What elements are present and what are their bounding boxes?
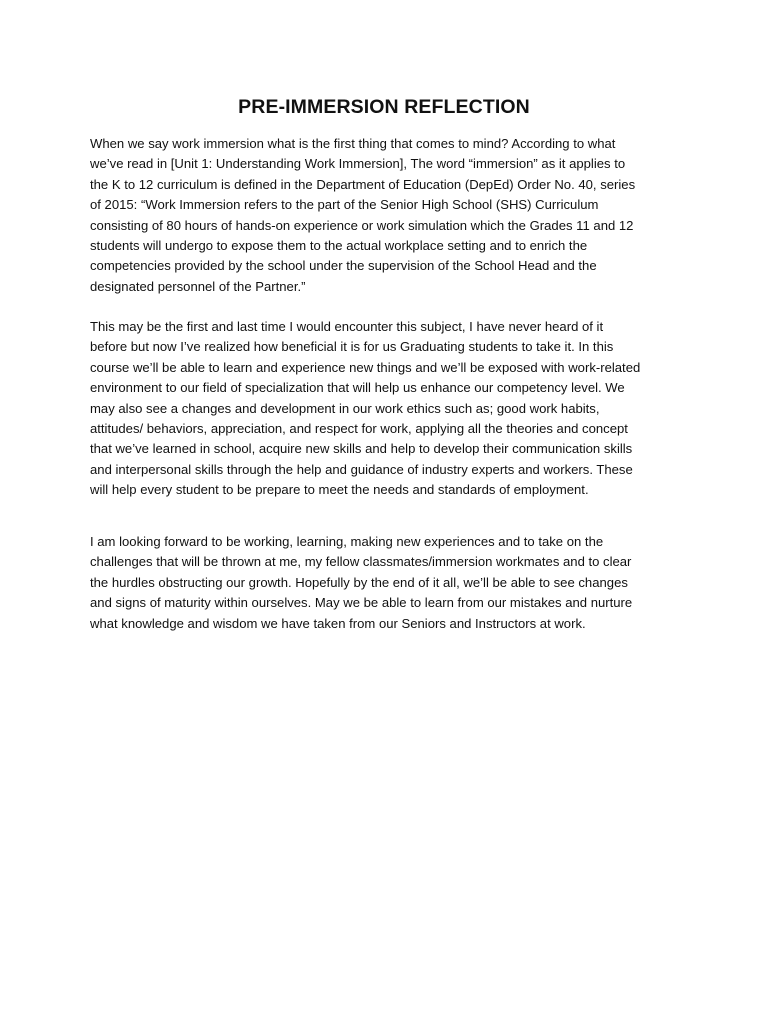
text-line: the hurdles obstructing our growth. Hopefully by the end of it all, we’ll be able to see changes bbox=[90, 574, 628, 590]
paragraph-intro bbox=[90, 134, 686, 297]
text-line: This may be the first and last time I would encounter this subject, I have never heard of it bbox=[90, 319, 604, 334]
text-line: environment to our field of specialization that will help us enhance our competency level. We bbox=[90, 380, 625, 396]
text-line: challenges that will be thrown at me, my fellow classmates/immersion workmates and to clear bbox=[90, 554, 632, 570]
text-line: will help every student to be prepare to meet the needs and standards of employment. bbox=[90, 482, 589, 498]
text-line: what knowledge and wisdom we have taken from our Seniors and Instructors at work. bbox=[90, 615, 586, 631]
text-line: students will undergo to expose them to the actual workplace setting and to enrich the bbox=[90, 238, 588, 254]
document-title: PRE-IMMERSION REFLECTION bbox=[238, 96, 530, 118]
text-line: designated personnel of the Partner.” bbox=[90, 278, 306, 294]
text-line: and interpersonal skills through the help and guidance of industry experts and workers. These bbox=[90, 461, 633, 477]
text-line: course we’ll be able to learn and experience new things and we’ll be exposed with work-related bbox=[90, 359, 641, 375]
text-line: consisting of 80 hours of hands-on experience or work simulation which the Grades 11 and 12 bbox=[90, 217, 634, 233]
text-line: that we’ve learned in school, acquire new skills and help to develop their communication skills bbox=[90, 441, 633, 457]
text-line: and signs of maturity within ourselves. May we be able to learn from our mistakes and nurture bbox=[90, 595, 633, 611]
text-line: we’ve read in [Unit 1: Understanding Work Immersion], The word “immersion” as it applies to bbox=[90, 156, 626, 172]
text-line: attitudes/ behaviors, appreciation, and respect for work, applying all the theories and concept bbox=[90, 421, 628, 437]
text-line: before but now I’ve realized how beneficial it is for us Graduating students to take it. In this bbox=[90, 339, 614, 355]
paragraph-expectations bbox=[90, 532, 686, 634]
text-line: competencies provided by the school under the supervision of the School Head and the bbox=[90, 258, 597, 274]
text-line: may also see a changes and development in our work ethics such as; good work habits, bbox=[90, 400, 600, 416]
text-line: of 2015: “Work Immersion refers to the part of the Senior High School (SHS) Curriculum bbox=[90, 197, 599, 213]
text-line: I am looking forward to be working, learning, making new experiences and to take on the bbox=[90, 534, 604, 549]
text-line: the K to 12 curriculum is defined in the Department of Education (DepEd) Order No. 40, series bbox=[90, 176, 636, 192]
text-line: When we say work immersion what is the first thing that comes to mind? According to what bbox=[90, 136, 616, 151]
paragraph-reflection bbox=[90, 317, 686, 501]
